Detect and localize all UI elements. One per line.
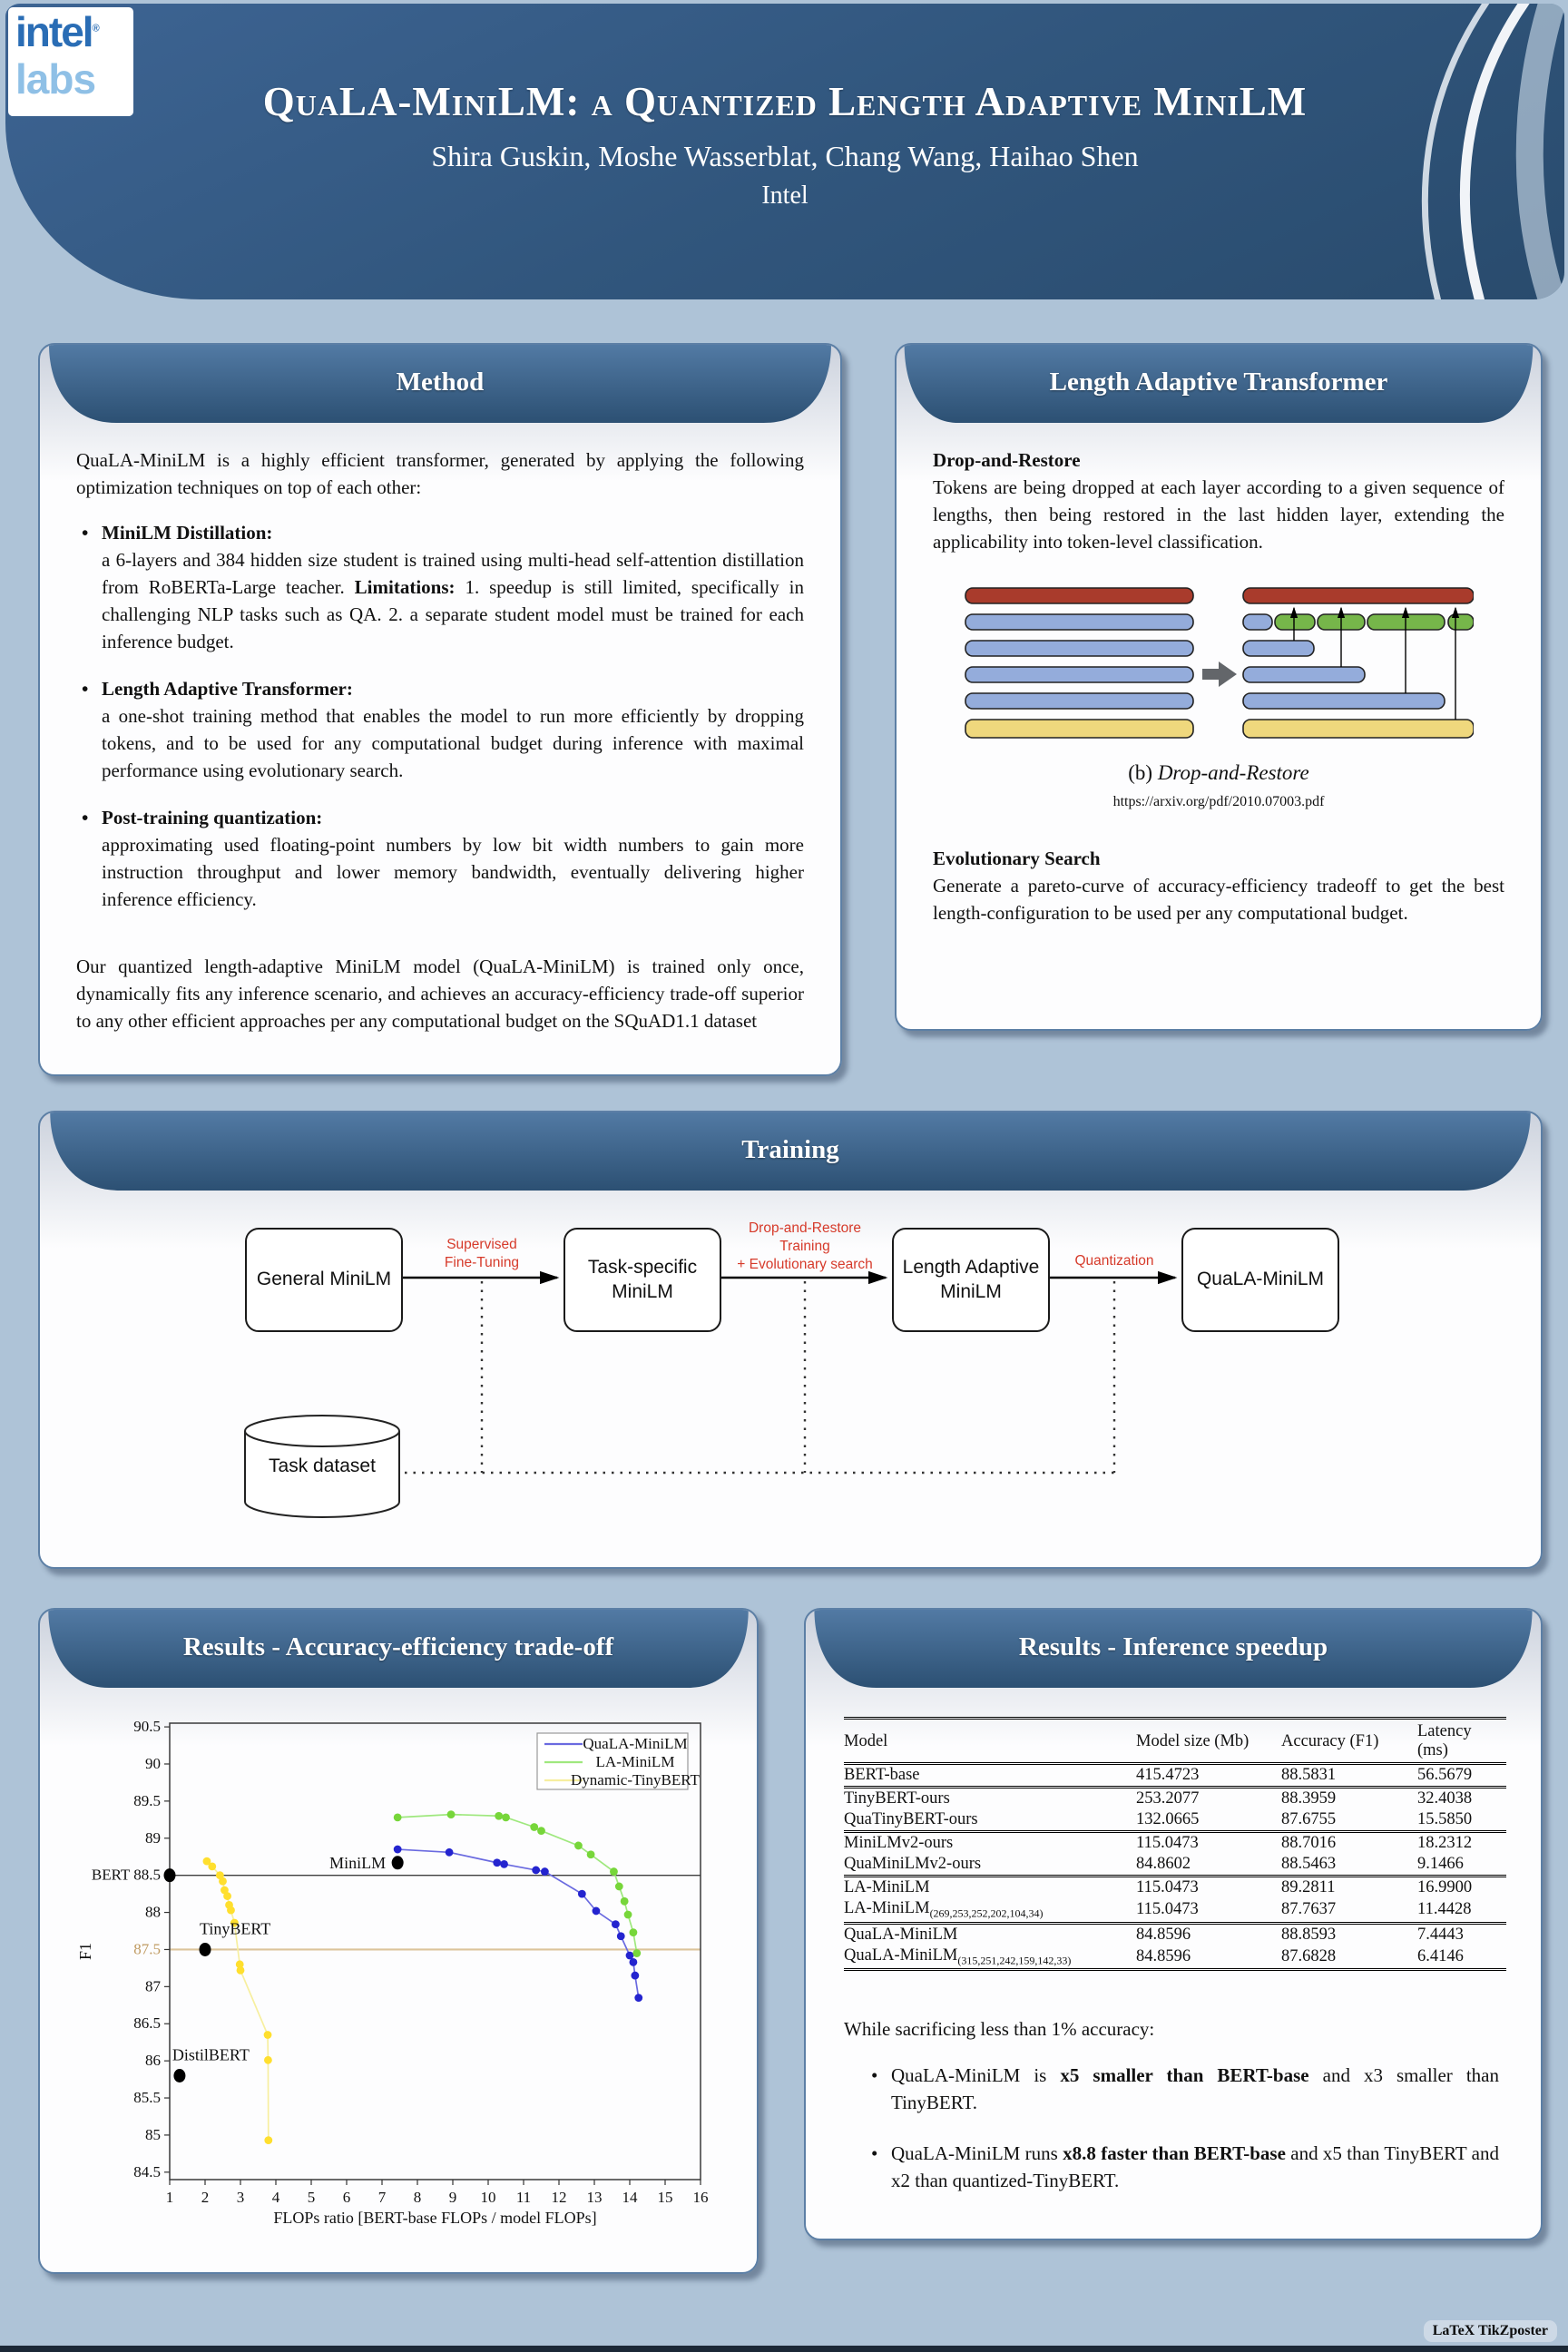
flow-box-length-adaptive-minilm: Length Adaptive MiniLM — [892, 1228, 1050, 1332]
svg-text:86: 86 — [145, 2052, 161, 2070]
svg-text:86.5: 86.5 — [133, 2014, 161, 2033]
figure-caption: (b) Drop-and-Restore — [1128, 761, 1309, 785]
panel-training-header — [40, 1112, 1541, 1192]
svg-text:84.5: 84.5 — [133, 2162, 161, 2180]
table-row: QuaTinyBERT-ours 132.0665 87.6755 15.5850 — [844, 1810, 1473, 1828]
panel-results-speedup-body — [806, 1717, 1541, 2240]
panel-training — [38, 1111, 1543, 1569]
table-row: QuaMiniLMv2-ours 84.8602 88.5463 9.1466 — [844, 1855, 1464, 1873]
flow-box-task-specific-minilm: Task-specific MiniLM — [564, 1228, 721, 1332]
drop-restore-diagram — [965, 581, 1474, 742]
svg-text:BERT 88.5: BERT 88.5 — [91, 1866, 161, 1884]
speedup-bullet-list — [869, 2063, 1499, 2194]
panel-method-header — [40, 345, 840, 425]
panel-length-adaptive — [895, 343, 1543, 1031]
svg-text:TinyBERT: TinyBERT — [200, 1919, 271, 1938]
labs-logo-text: labs — [15, 55, 96, 103]
svg-text:9: 9 — [448, 2189, 457, 2206]
bullet-title: Length Adaptive Transformer: — [102, 678, 353, 701]
list-item — [76, 519, 804, 655]
panel-results-speedup-title: Results - Inference speedup — [1018, 1632, 1328, 1661]
svg-text:F1: F1 — [76, 1942, 94, 1961]
table-row: QuaLA-MiniLM$_{(315,251,242,159,142,33)}$ 84.8596 87.6828 6.4146 — [844, 1945, 1464, 1967]
panel-method-body — [40, 425, 840, 1076]
method-bullet-list — [76, 519, 804, 913]
svg-text:85: 85 — [145, 2125, 161, 2143]
svg-text:1: 1 — [165, 2189, 174, 2206]
panel-results-tradeoff — [38, 1608, 759, 2274]
svg-text:15: 15 — [657, 2189, 673, 2206]
panel-length-adaptive-header — [897, 345, 1541, 425]
panel-results-tradeoff-title: Results - Accuracy-efficiency trade-off — [182, 1632, 614, 1661]
svg-text:8: 8 — [413, 2189, 422, 2206]
arrow-label-supervised-finetuning: Supervised Fine-Tuning — [444, 1237, 520, 1270]
table-row: LA-MiniLM 115.0473 89.2811 16.9900 — [844, 1877, 1506, 1899]
panel-length-adaptive-body — [897, 425, 1541, 1031]
flow-box-general-minilm: General MiniLM — [245, 1228, 403, 1332]
poster-affiliation: Intel — [761, 181, 808, 210]
svg-text:LA-MiniLM: LA-MiniLM — [595, 1753, 675, 1770]
svg-text:89: 89 — [145, 1828, 161, 1847]
poster-header — [5, 4, 1564, 299]
svg-text:10: 10 — [480, 2189, 496, 2206]
poster-title: QuaLA-MiniLM: a Quantized Length Adaptive MiniLM — [262, 79, 1308, 125]
table-row: TinyBERT-ours 253.2077 88.3959 32.4038 — [844, 1788, 1506, 1810]
method-summary: Our quantized length-adaptive MiniLM model (QuaLA-MiniLM) is trained only once, dynamically fits any inference scenario, and achieves an accuracy-efficiency trade-off superior to any other efficient approaches per any computational budget on the SQuAD1.1 dataset — [76, 956, 804, 1033]
table-row: QuaLA-MiniLM 84.8596 88.8593 7.4443 — [844, 1923, 1506, 1945]
svg-text:13: 13 — [586, 2189, 603, 2206]
svg-text:87.5: 87.5 — [133, 1940, 161, 1958]
intel-logo-text: intel® — [15, 8, 98, 55]
speedup-note-intro: While sacrificing less than 1% accuracy: — [844, 2018, 1155, 2041]
flow-box-quala-minilm: QuaLA-MiniLM — [1181, 1228, 1339, 1332]
list-item: • QuaLA-MiniLM runs x8.8 faster than BERT-base and x5 than TinyBERT and x2 than quantized-TinyBERT. — [869, 2141, 1499, 2195]
poster-authors: Shira Guskin, Moshe Wasserblat, Chang Wang, Haihao Shen — [431, 140, 1139, 172]
drop-restore-heading: Drop-and-Restore — [933, 449, 1081, 471]
svg-text:3: 3 — [236, 2189, 245, 2206]
bullet-title: MiniLM Distillation: — [102, 522, 273, 544]
panel-results-speedup-header — [806, 1610, 1541, 1690]
bullet-title: Post-training quantization: — [102, 807, 323, 829]
column-header-latency: Latency (ms) — [1417, 1722, 1472, 1759]
column-header-model: Model — [844, 1731, 888, 1750]
svg-text:90: 90 — [145, 1754, 161, 1772]
drop-restore-figure — [965, 581, 1474, 810]
svg-text:88: 88 — [145, 1903, 161, 1921]
svg-text:Dynamic-TinyBERT: Dynamic-TinyBERT — [571, 1771, 700, 1788]
panel-method — [38, 343, 842, 1076]
table-row: BERT-base 415.4723 88.5831 56.5679 — [844, 1766, 1473, 1784]
results-table-body — [844, 1764, 1506, 1970]
svg-text:5: 5 — [307, 2189, 316, 2206]
bullet-body: approximating used floating-point numbers by low bit width numbers to gain more instruction throughput and lower memory bandwidth, eventually delivering higher inference efficiency. — [102, 834, 804, 911]
svg-text:89.5: 89.5 — [133, 1791, 161, 1809]
results-table-header — [844, 1719, 1506, 1764]
poster-bottom-edge — [0, 2346, 1568, 2352]
training-flow-diagram — [40, 1192, 1541, 1567]
table-row: MiniLMv2-ours 115.0473 88.7016 18.2312 — [844, 1832, 1506, 1855]
svg-text:7: 7 — [377, 2189, 387, 2206]
svg-text:11: 11 — [515, 2189, 532, 2206]
svg-text:12: 12 — [551, 2189, 567, 2206]
bullet-icon: • — [82, 807, 89, 829]
svg-text:6: 6 — [342, 2189, 351, 2206]
panel-results-speedup — [804, 1608, 1543, 2240]
arxiv-link[interactable]: https://arxiv.org/pdf/2010.07003.pdf — [1112, 794, 1325, 810]
panel-length-adaptive-title: Length Adaptive Transformer — [1049, 368, 1388, 397]
svg-text:2: 2 — [201, 2189, 210, 2206]
panel-training-title: Training — [741, 1135, 839, 1164]
svg-text:MiniLM: MiniLM — [329, 1853, 387, 1872]
intel-labs-logo — [8, 7, 133, 116]
panel-results-tradeoff-header — [40, 1610, 757, 1690]
task-dataset-cylinder-label: Task dataset — [269, 1455, 376, 1476]
bullet-icon: • — [82, 522, 89, 544]
arrow-label-drop-restore-training: Drop-and-Restore Training + Evolutionary search — [737, 1220, 873, 1272]
list-item — [76, 804, 804, 913]
svg-text:90.5: 90.5 — [133, 1718, 161, 1736]
method-intro: QuaLA-MiniLM is a highly efficient transformer, generated by applying the following optimization techniques on top of each other: — [76, 449, 804, 499]
registered-mark-icon: ® — [92, 23, 98, 34]
table-row: LA-MiniLM$_{(269,253,252,202,104,34)}$ 115.0473 87.7637 11.4428 — [844, 1899, 1472, 1920]
svg-text:QuaLA-MiniLM: QuaLA-MiniLM — [583, 1735, 688, 1752]
svg-text:14: 14 — [622, 2189, 638, 2206]
column-header-accuracy: Accuracy (F1) — [1281, 1731, 1379, 1750]
list-item: • QuaLA-MiniLM is x5 smaller than BERT-base and x3 smaller than TinyBERT. — [869, 2063, 1499, 2117]
svg-text:DistilBERT: DistilBERT — [172, 2045, 250, 2064]
column-header-size: Model size (Mb) — [1136, 1731, 1250, 1750]
svg-text:85.5: 85.5 — [133, 2089, 161, 2107]
arrow-label-quantization: Quantization — [1074, 1253, 1154, 1269]
evolutionary-search-text: Generate a pareto-curve of accuracy-efficiency tradeoff to get the best length-configuration to be used per any computational budget. — [933, 875, 1504, 925]
list-item — [76, 675, 804, 784]
svg-text:FLOPs ratio [BERT-base FLOPs /: FLOPs ratio [BERT-base FLOPs / model FLOPs] — [273, 2209, 597, 2227]
svg-text:4: 4 — [271, 2189, 280, 2206]
results-table — [844, 1717, 1506, 1971]
panel-method-title: Method — [396, 368, 485, 397]
panel-results-tradeoff-body — [40, 1690, 757, 2272]
bullet-body: a 6-layers and 384 hidden size student is trained using multi-head self-attention distillation from RoBERTa-Large teacher. Limitations: 1. speedup is still limited, specifically in challenging NLP tasks such as QA. 2. a separate student model must be trained for each inference budget. — [102, 549, 804, 653]
drop-restore-text: Tokens are being dropped at each layer according to a given sequence of lengths, then being restored in the last hidden layer, extending the applicability into token-level classification. — [933, 476, 1504, 554]
bullet-body: a one-shot training method that enables the model to run more efficiently by dropping tokens, and to be used for any computational budget during inference with maximal performance using evolutionary search. — [102, 705, 804, 782]
bullet-icon: • — [82, 678, 89, 701]
tikzposter-badge: LaTeX TikZposter — [1424, 2320, 1557, 2342]
svg-text:87: 87 — [145, 1977, 161, 1995]
tradeoff-chart — [40, 1690, 757, 2274]
figure-caption-name: Drop-and-Restore — [1157, 761, 1309, 785]
evolutionary-search-heading: Evolutionary Search — [933, 848, 1101, 870]
svg-text:16: 16 — [692, 2189, 709, 2206]
